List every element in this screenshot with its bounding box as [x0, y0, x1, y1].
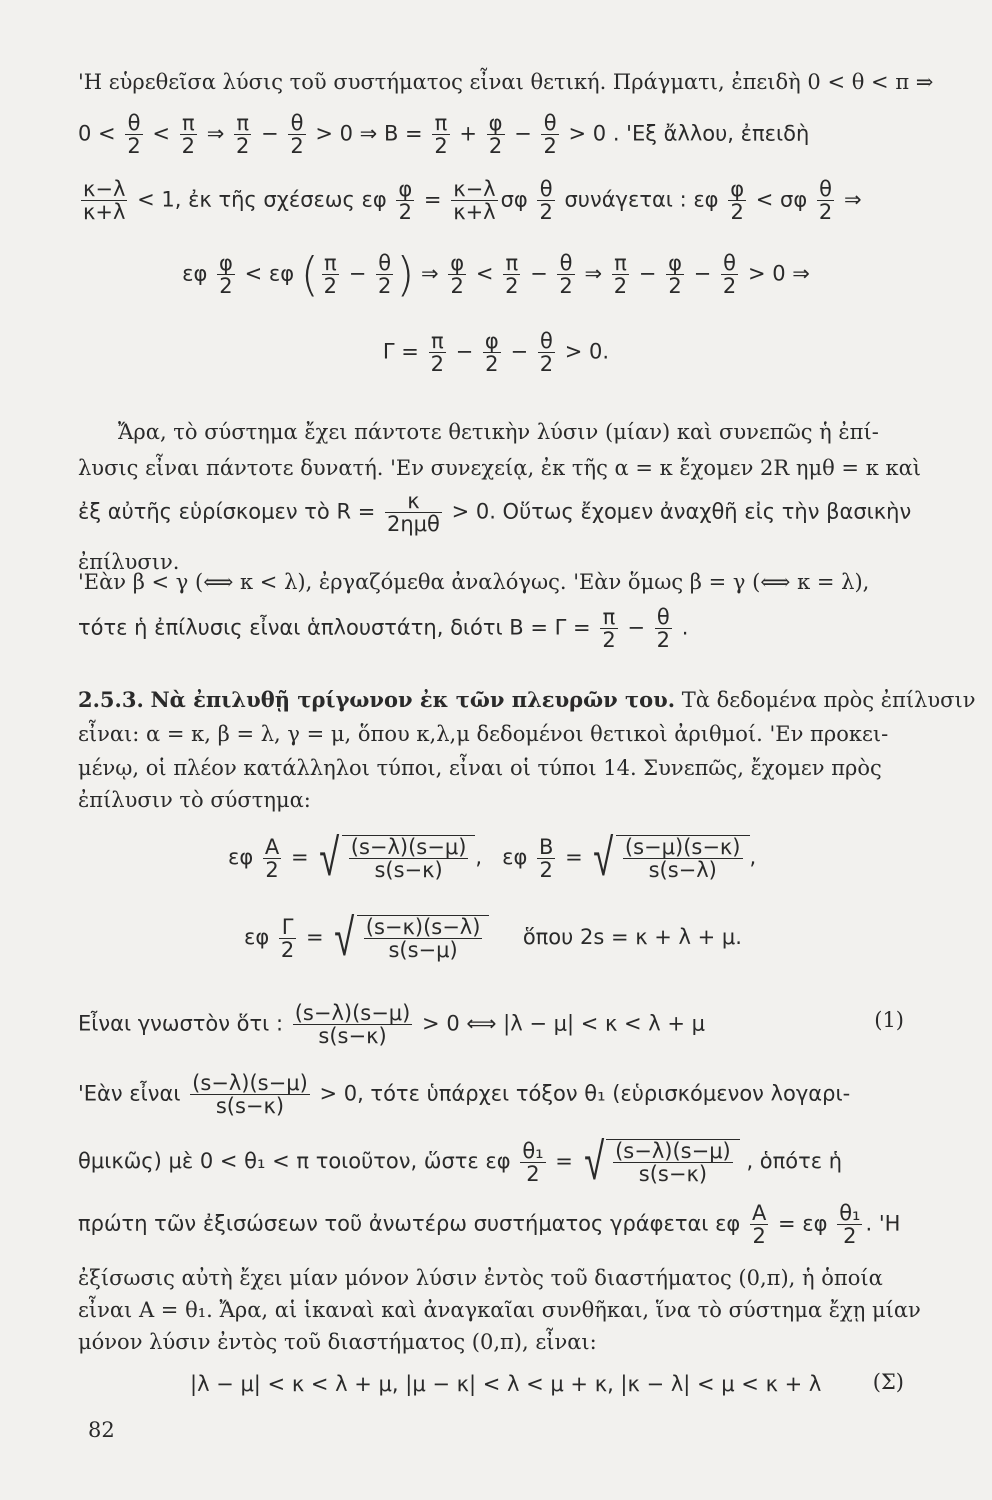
- math-line: ἐξ αὐτῆς εὑρίσκομεν τὸ R = $\frac{\kappa}{\text{2ημθ}}$ > 0. Οὕτως ἔχομεν ἀναχθῆ εἰς τὴν βασικὴν: [78, 489, 912, 536]
- text-line: ἐπίλυσιν τὸ σύστημα:: [78, 788, 311, 812]
- formula-system-row1: εφ $\frac{A}{2}$ = √ $\frac{(s-\lambda)(s-\mu)}{s(s-\kappa)}$ , εφ $\frac{B}{2}$ = √ $\frac{(s-\mu)(s-\kappa)}{s(s-\lambda)}$ ,: [228, 828, 757, 888]
- equation-tag: (Σ): [872, 1370, 904, 1394]
- page-number: 82: [88, 1418, 115, 1442]
- math-line: 0 < $\frac{\theta}{2}$ < $\frac{\pi}{2}$ ⇒ $\frac{\pi}{2}$ − $\frac{\theta}{2}$ > 0 ⇒ B = $\frac{\pi}{2}$ + $\frac{\varphi}{2}$ − $\frac{\theta}{2}$ > 0 . 'Εξ ἄλλου, ἐπειδὴ: [78, 111, 810, 158]
- text-line: λυσις εἶναι πάντοτε δυνατή. 'Εν συνεχείᾳ, ἐκ τῆς α = κ ἔχομεν 2R ημθ = κ καὶ: [78, 456, 922, 480]
- math-line: 'Εὰν εἶναι $\frac{(s-\lambda)(s-\mu)}{s(s-\kappa)}$ > 0, τότε ὑπάρχει τόξον θ₁ (εὑρισκόμενον λογαρι-: [78, 1071, 851, 1118]
- math-line: $\frac{\kappa-\lambda}{\kappa+\lambda}$ < 1, ἐκ τῆς σχέσεως εφ $\frac{\varphi}{2}$ = $\frac{\kappa-\lambda}{\kappa+\lambda}$ σφ $\frac{\theta}{2}$ συνάγεται : εφ $\frac{\varphi}{2}$ < σφ $\frac{\theta}{2}$ ⇒: [83, 177, 862, 224]
- text-line: ἐπίλυσιν.: [78, 550, 180, 574]
- math-line: πρώτη τῶν ἐξισώσεων τοῦ ἀνωτέρω συστήματος γράφεται εφ $\frac{A}{2}$ = εφ $\frac{\text{θ₁}}{2}$ . 'Η: [78, 1201, 901, 1248]
- text-line: 'Η εὑρεθεῖσα λύσις τοῦ συστήματος εἶναι θετική. Πράγματι, ἐπειδὴ 0 < θ < π ⇒: [78, 70, 934, 94]
- math-line: Γ = $\frac{\pi}{2}$ − $\frac{\varphi}{2}$ − $\frac{\theta}{2}$ > 0.: [382, 329, 610, 376]
- math-line: εφ $\frac{\varphi}{2}$ < εφ ( $\frac{\pi}{2}$ − $\frac{\theta}{2}$ ) ⇒ $\frac{\varphi}{2}$ < $\frac{\pi}{2}$ − $\frac{\theta}{2}$ ⇒ $\frac{\pi}{2}$ − $\frac{\varphi}{2}$ − $\frac{\theta}{2}$ > 0 ⇒: [182, 247, 810, 302]
- text-line: 'Εὰν β < γ (⟺ κ < λ), ἐργαζόμεθα ἀναλόγως. 'Εὰν ὅμως β = γ (⟺ κ = λ),: [78, 570, 870, 594]
- math-line: τότε ἡ ἐπίλυσις εἶναι ἁπλουστάτη, διότι B = Γ = $\frac{\pi}{2}$ − $\frac{\theta}{2}$ .: [78, 605, 689, 652]
- equation-tag: (1): [874, 1008, 904, 1032]
- text-line: εἶναι A = θ₁. Ἄρα, αἱ ἱκαναὶ καὶ ἀναγκαῖαι συνθῆκαι, ἵνα τὸ σύστημα ἔχῃ μίαν: [78, 1298, 921, 1322]
- text-line: ἐξίσωσις αὐτὴ ἔχει μίαν μόνον λύσιν ἐντὸς τοῦ διαστήματος (0,π), ἡ ὁποία: [78, 1266, 883, 1290]
- math-line: Εἶναι γνωστὸν ὅτι : $\frac{(s-\lambda)(s-\mu)}{s(s-\kappa)}$ > 0 ⟺ |λ − μ| < κ < λ + μ: [78, 1001, 706, 1048]
- condition-system: |λ − μ| < κ < λ + μ, |μ − κ| < λ < μ + κ, |κ − λ| < μ < κ + λ: [190, 1372, 822, 1396]
- section-number: 2.5.3.: [78, 687, 144, 712]
- section-heading: 2.5.3. Νὰ ἐπιλυθῇ τρίγωνον ἐκ τῶν πλευρῶν του. Τὰ δεδομένα πρὸς ἐπίλυσιν: [78, 687, 976, 712]
- formula-system-row2: εφ $\frac{\Gamma}{2}$ = √ $\frac{(s-\kappa)(s-\lambda)}{s(s-\mu)}$ ὅπου 2s = κ + λ + μ.: [244, 908, 742, 968]
- text-line: μόνον λύσιν ἐντὸς τοῦ διαστήματος (0,π), εἶναι:: [78, 1330, 597, 1354]
- math-line: θμικῶς) μὲ 0 < θ₁ < π τοιοῦτον, ὥστε εφ $\frac{\text{θ₁}}{2}$ = √ $\frac{(s-\lambda)(s-\mu)}{s(s-\kappa)}$ , ὁπότε ἡ: [78, 1132, 843, 1192]
- text-line: εἶναι: α = κ, β = λ, γ = μ, ὅπου κ,λ,μ δεδομένοι θετικοὶ ἀριθμοί. 'Εν προκει-: [78, 722, 889, 746]
- text-line: μένῳ, οἱ πλέον κατάλληλοι τύποι, εἶναι οἱ τύποι 14. Συνεπῶς, ἔχομεν πρὸς: [78, 756, 882, 780]
- section-title: Νὰ ἐπιλυθῇ τρίγωνον ἐκ τῶν πλευρῶν του.: [150, 687, 676, 712]
- text-line: Ἄρα, τὸ σύστημα ἔχει πάντοτε θετικὴν λύσιν (μίαν) καὶ συνεπῶς ἡ ἐπί-: [118, 420, 879, 444]
